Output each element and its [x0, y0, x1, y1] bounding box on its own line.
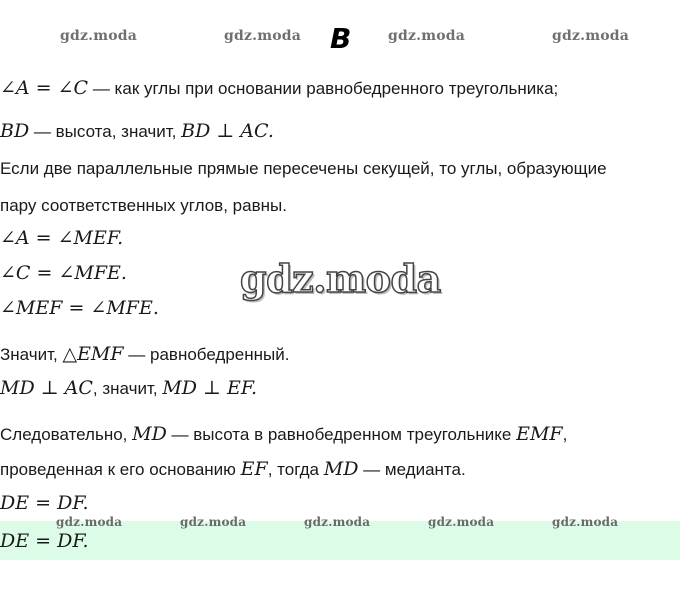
solution-line-10: Следовательно, MD — высота в равнобедренном треугольнике EMF,	[0, 423, 568, 445]
solution-line-11: проведенная к его основанию EF, тогда MD — медианта.	[0, 458, 466, 480]
watermark: gdz.moda	[60, 28, 138, 44]
solution-line-9: MD ⊥ AC, значит, MD ⊥ EF.	[0, 377, 258, 399]
solution-line-1: ∠A = ∠C — как углы при основании равнобедренного треугольника;	[0, 77, 559, 99]
center-watermark: gdz.moda	[240, 256, 441, 301]
watermark: gdz.moda	[552, 28, 630, 44]
solution-line-8: Значит, △EMF — равнобедренный.	[0, 343, 290, 365]
solution-line-3: Если две параллельные прямые пересечены секущей, то углы, образующие	[0, 159, 607, 178]
watermark: gdz.moda	[428, 515, 495, 529]
solution-line-5: ∠A = ∠MEF.	[0, 227, 124, 249]
watermark: gdz.moda	[224, 28, 302, 44]
watermark: gdz.moda	[304, 515, 371, 529]
watermark: gdz.moda	[388, 28, 466, 44]
solution-line-2: BD — высота, значит, BD ⊥ AC.	[0, 120, 274, 142]
solution-line-12: DE = DF.	[0, 492, 89, 514]
variant-letter: B	[330, 22, 352, 55]
solution-line-4: пару соответственных углов, равны.	[0, 196, 287, 215]
watermark: gdz.moda	[552, 515, 619, 529]
solution-line-7: ∠MEF = ∠MFE.	[0, 297, 159, 319]
solution-answer-line: DE = DF.	[0, 530, 89, 552]
watermark: gdz.moda	[56, 515, 123, 529]
solution-line-6: ∠C = ∠MFE.	[0, 262, 127, 284]
watermark: gdz.moda	[180, 515, 247, 529]
